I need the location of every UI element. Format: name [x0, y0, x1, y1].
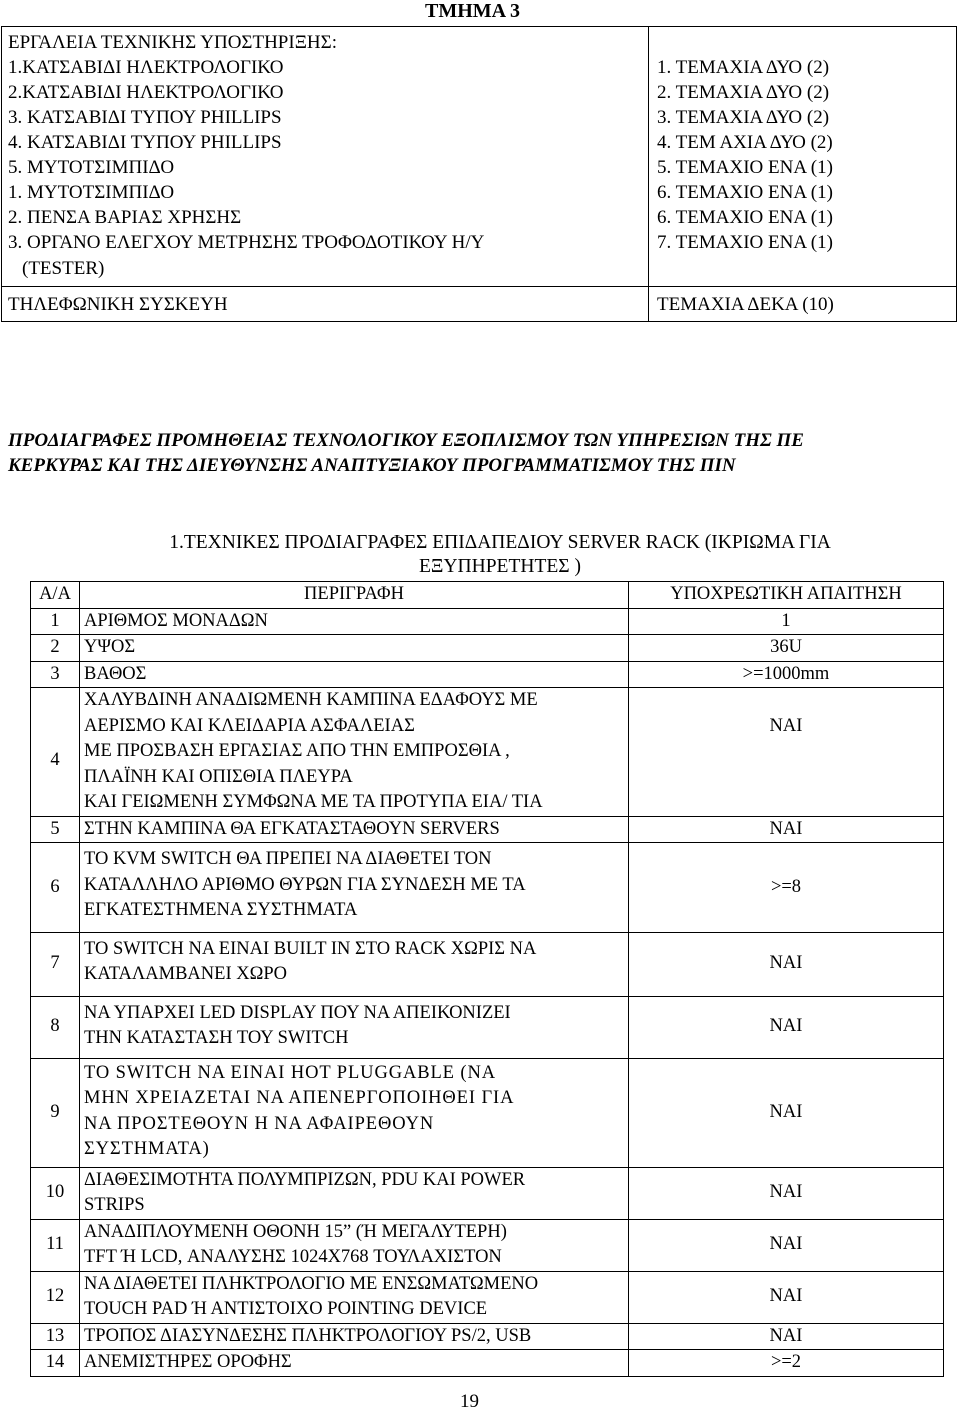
row-requirement: >=8 [629, 843, 944, 933]
row-requirement: ΝΑΙ [629, 932, 944, 996]
table-row [31, 661, 944, 688]
description-line: ΤΡΟΠΟΣ ΔΙΑΣΥΝΔΕΣΗΣ ΠΛΗΚΤΡΟΛΟΓΙΟΥ PS/2, USB [84, 1325, 532, 1346]
description-line: ΠΛΑΪΝΗ ΚΑΙ ΟΠΙΣΘΙΑ ΠΛΕΥΡΑ [84, 766, 353, 787]
row-number: 13 [31, 1323, 80, 1350]
description-line: TOUCH PAD Ή ΑΝΤΙΣΤΟΙΧΟ POINTING DEVICE [84, 1299, 488, 1319]
tool-item: 3. ΚΑΤΣΑΒΙΔΙ ΤΥΠΟΥ PHILLIPS [8, 107, 282, 128]
tool-quantity: 7. ΤΕΜΑΧΙΟ ΕΝΑ (1) [657, 232, 833, 253]
row-description [80, 1271, 629, 1323]
table-row [31, 996, 944, 1058]
row-requirement: ΝΑΙ [629, 688, 944, 817]
row-requirement: ΝΑΙ [629, 1271, 944, 1323]
table-row [31, 608, 944, 635]
table-row [31, 688, 944, 817]
description-line: ΜΗΝ ΧΡΕΙΑΖΕΤΑΙ ΝΑ ΑΠΕΝΕΡΓΟΠΟΙΗΘΕΙ ΓΙΑ [84, 1088, 515, 1108]
row-number: 11 [31, 1219, 80, 1271]
table-header-row [31, 582, 944, 609]
phone-label: ΤΗΛΕΦΩΝΙΚΗ ΣΥΣΚΕΥΗ [8, 294, 228, 315]
row-number: 9 [31, 1058, 80, 1167]
tool-item: 5. ΜΥΤΟΤΣΙΜΠΙΔΟ [8, 157, 175, 178]
table-row [31, 1058, 944, 1167]
table-row [31, 932, 944, 996]
header-cell-requirement: ΥΠΟΧΡΕΩΤΙΚΗ ΑΠΑΙΤΗΣΗ [629, 582, 944, 609]
table-row [31, 816, 944, 843]
row-description [80, 816, 629, 843]
row-requirement: ΝΑΙ [629, 1323, 944, 1350]
spec-table [30, 581, 944, 1377]
description-line: ΣΤΗΝ ΚΑΜΠΙΝΑ ΘΑ ΕΓΚΑΤΑΣΤΑΘΟΥΝ SERVERS [84, 818, 500, 839]
row-number: 10 [31, 1167, 80, 1219]
tool-quantity: 6. ΤΕΜΑΧΙΟ ΕΝΑ (1) [657, 207, 833, 228]
table-row [31, 635, 944, 662]
row-description [80, 1350, 629, 1377]
row-description [80, 996, 629, 1058]
description-line: ΝΑ ΔΙΑΘΕΤΕΙ ΠΛΗΚΤΡΟΛΟΓΙΟ ΜΕ ΕΝΣΩΜΑΤΩΜΕΝΟ [84, 1273, 539, 1294]
tool-quantity: 1. ΤΕΜΑΧΙΑ ΔΥΟ (2) [657, 57, 830, 78]
description-line: ΧΑΛΥΒΔΙΝΗ ΑΝΑΔΙΩΜΕΝΗ ΚΑΜΠΙΝΑ ΕΔΑΦΟΥΣ ΜΕ [84, 690, 538, 710]
header-cell-description: ΠΕΡΙΓΡΑΦΗ [80, 582, 629, 609]
description-line: ΤΟ SWITCH ΝΑ ΕΙΝΑΙ HOT PLUGGABLE (ΝΑ [84, 1062, 496, 1083]
row-requirement: ΝΑΙ [629, 1167, 944, 1219]
row-description [80, 1323, 629, 1350]
row-number: 6 [31, 843, 80, 933]
tool-quantity: 2. ΤΕΜΑΧΙΑ ΔΥΟ (2) [657, 82, 830, 103]
row-description [80, 843, 629, 933]
row-number: 14 [31, 1350, 80, 1377]
description-line: TFT Ή LCD, ΑΝΑΛΥΣΗΣ 1024X768 ΤΟΥΛΑΧΙΣΤΟΝ [84, 1247, 502, 1267]
description-line: ΒΑΘΟΣ [84, 663, 147, 684]
row-number: 7 [31, 932, 80, 996]
spec-title [60, 531, 940, 579]
spec-title-line: ΕΞΥΠΗΡΕΤΗΤΕΣ ) [419, 556, 581, 577]
table-row [31, 1167, 944, 1219]
row-requirement: 1 [629, 608, 944, 635]
description-line: ΚΑΤΑΛΛΗΛΟ ΑΡΙΘΜΟ ΘΥΡΩΝ ΓΙΑ ΣΥΝΔΕΣΗ ΜΕ ΤΑ [84, 874, 526, 895]
row-requirement: ΝΑΙ [629, 1219, 944, 1271]
description-line: ΑΡΙΘΜΟΣ ΜΟΝΑΔΩΝ [84, 610, 268, 631]
procurement-heading [8, 428, 952, 478]
description-line: ΑΝΑΔΙΠΛΟΥΜΕΝΗ ΟΘΟΝΗ 15” (Ή ΜΕΓΑΛΥΤΕΡΗ) [84, 1221, 507, 1242]
description-line: ΥΨΟΣ [84, 637, 136, 657]
procurement-heading-line: ΚΕΡΚΥΡΑΣ ΚΑΙ ΤΗΣ ΔΙΕΥΘΥΝΣΗΣ ΑΝΑΠΤΥΞΙΑΚΟΥ ΠΡΟΓΡΑΜΜΑΤΙΣΜΟΥ ΤΗΣ ΠΙΝ [8, 455, 736, 476]
description-line: ΝΑ ΠΡΟΣΤΕΘΟΥΝ Η ΝΑ ΑΦΑΙΡΕΘΟΥΝ [84, 1113, 435, 1134]
table-row [31, 1350, 944, 1377]
row-number: 8 [31, 996, 80, 1058]
tool-item: 1.ΚΑΤΣΑΒΙΔΙ ΗΛΕΚΤΡΟΛΟΓΙΚΟ [8, 57, 284, 78]
row-requirement: >=2 [629, 1350, 944, 1377]
description-line: ΝΑ ΥΠΑΡΧΕΙ LED DISPLAY ΠΟΥ ΝΑ ΑΠΕΙΚΟΝΙΖΕΙ [84, 1002, 511, 1023]
table-row [31, 1219, 944, 1271]
description-line: ΤΗΝ ΚΑΤΑΣΤΑΣΗ ΤΟΥ SWITCH [84, 1028, 349, 1048]
description-line: ΕΓΚΑΤΕΣΤΗΜΕΝΑ ΣΥΣΤΗΜΑΤΑ [84, 900, 358, 920]
row-requirement: >=1000mm [629, 661, 944, 688]
procurement-heading-line: ΠΡΟΔΙΑΓΡΑΦΕΣ ΠΡΟΜΗΘΕΙΑΣ ΤΕΧΝΟΛΟΓΙΚΟΥ ΕΞΟΠΛΙΣΜΟΥ ΤΩΝ ΥΠΗΡΕΣΙΩΝ ΤΗΣ ΠΕ [8, 430, 804, 451]
table-row [31, 1271, 944, 1323]
description-line: ΜΕ ΠΡΟΣΒΑΣΗ ΕΡΓΑΣΙΑΣ ΑΠΟ ΤΗΝ ΕΜΠΡΟΣΘΙΑ , [84, 741, 510, 761]
phone-quantity: ΤΕΜΑΧΙΑ ΔΕΚΑ (10) [657, 294, 834, 315]
row-number: 5 [31, 816, 80, 843]
row-requirement: ΝΑΙ [629, 996, 944, 1058]
row-requirement: 36U [629, 635, 944, 662]
tool-item: 1. ΜΥΤΟΤΣΙΜΠΙΔΟ [8, 182, 175, 203]
row-description [80, 608, 629, 635]
description-line: ΤΟ SWITCH ΝΑ ΕΙΝΑΙ BUILT IN ΣΤΟ RACK ΧΩΡΙΣ ΝΑ [84, 938, 537, 959]
tool-item: 2.ΚΑΤΣΑΒΙΔΙ ΗΛΕΚΤΡΟΛΟΓΙΚΟ [8, 82, 284, 103]
tool-quantity: 6. ΤΕΜΑΧΙΟ ΕΝΑ (1) [657, 182, 833, 203]
row-requirement: ΝΑΙ [629, 816, 944, 843]
spec-title-line: 1.ΤΕΧΝΙΚΕΣ ΠΡΟΔΙΑΓΡΑΦΕΣ ΕΠΙΔΑΠΕΔΙΟΥ SERVER RACK (ΙΚΡΙΩΜΑ ΓΙΑ [169, 532, 831, 553]
row-description [80, 661, 629, 688]
row-description [80, 635, 629, 662]
table-row [31, 843, 944, 933]
description-line: ΚΑΙ ΓΕΙΩΜΕΝΗ ΣΥΜΦΩΝΑ ΜΕ ΤΑ ΠΡΟΤΥΠΑ ΕΙΑ/ ΤΙΑ [84, 792, 543, 812]
row-number: 1 [31, 608, 80, 635]
description-line: ΑΕΡΙΣΜΟ ΚΑΙ ΚΛΕΙΔΑΡΙΑ ΑΣΦΑΛΕΙΑΣ [84, 715, 415, 736]
table-row [31, 1323, 944, 1350]
tool-quantity: 5. ΤΕΜΑΧΙΟ ΕΝΑ (1) [657, 157, 833, 178]
row-description [80, 932, 629, 996]
tool-item: 2. ΠΕΝΣΑ ΒΑΡΙΑΣ ΧΡΗΣΗΣ [8, 207, 242, 228]
row-description [80, 1058, 629, 1167]
row-number: 3 [31, 661, 80, 688]
tool-item: (TESTER) [22, 258, 105, 279]
tool-item: 4. ΚΑΤΣΑΒΙΔΙ ΤΥΠΟΥ PHILLIPS [8, 132, 282, 153]
row-requirement: ΝΑΙ [629, 1058, 944, 1167]
row-number: 12 [31, 1271, 80, 1323]
description-line: ΔΙΑΘΕΣΙΜΟΤΗΤΑ ΠΟΛΥΜΠΡΙΖΩΝ, PDU ΚΑΙ POWER [84, 1169, 526, 1190]
page-number: 19 [460, 1391, 479, 1412]
description-line: ΤΟ KVM SWITCH ΘΑ ΠΡΕΠΕΙ ΝΑ ΔΙΑΘΕΤΕΙ ΤΟΝ [84, 849, 492, 869]
tool-item: 3. ΟΡΓΑΝΟ ΕΛΕΓΧΟΥ ΜΕΤΡΗΣΗΣ ΤΡΟΦΟΔΟΤΙΚΟΥ Η/Υ [8, 232, 485, 253]
tool-quantity: 4. ΤΕΜ ΑΧΙΑ ΔΥΟ (2) [657, 132, 833, 153]
section-title: ΤΜΗΜΑ 3 [425, 0, 520, 22]
description-line: ΑΝΕΜΙΣΤΗΡΕΣ ΟΡΟΦΗΣ [84, 1352, 292, 1372]
tools-heading: ΕΡΓΑΛΕΙΑ ΤΕΧΝΙΚΗΣ ΥΠΟΣΤΗΡΙΞΗΣ: [8, 32, 337, 53]
row-number: 2 [31, 635, 80, 662]
row-description [80, 1167, 629, 1219]
description-line: STRIPS [84, 1195, 145, 1215]
description-line: ΣΥΣΤΗΜΑΤΑ) [84, 1139, 210, 1159]
tool-quantity: 3. ΤΕΜΑΧΙΑ ΔΥΟ (2) [657, 107, 830, 128]
row-description [80, 1219, 629, 1271]
row-number: 4 [31, 688, 80, 817]
header-cell-num: Α/Α [31, 582, 80, 609]
row-description [80, 688, 629, 817]
description-line: ΚΑΤΑΛΑΜΒΑΝΕΙ ΧΩΡΟ [84, 964, 287, 984]
